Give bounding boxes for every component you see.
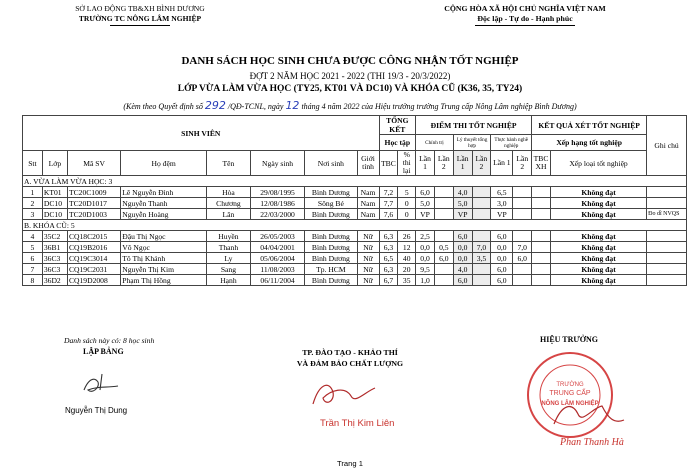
cell-tbcxh [532,209,551,220]
cell-ct2 [434,275,453,286]
cell-ngaysinh: 12/08/1986 [250,198,304,209]
cell-lt1: 5,0 [453,198,472,209]
document-subtitle: ĐỢT 2 NĂM HỌC 2021 - 2022 (THI 19/3 - 20/3/2022) [249,71,451,81]
lap-bang-title: LẬP BẢNG [83,347,124,356]
cell-th1: 3,0 [491,198,513,209]
cell-lt1: 6,0 [453,231,472,242]
cell-ten: Lân [206,209,250,220]
header-sinh-vien: SINH VIÊN [23,116,380,151]
cell-thilai: 5 [398,187,416,198]
cell-masv: TC20D1003 [67,209,120,220]
cell-gioitinh: Nữ [357,264,379,275]
cell-stt: 4 [23,231,43,242]
cell-lt2 [472,198,491,209]
header-tbc-xh: TBC XH [532,151,551,176]
table-row [23,253,687,264]
cell-ghichu [647,275,687,286]
cell-ct1: 5,0 [416,198,435,209]
cell-th2 [513,231,532,242]
cell-noisinh: Tp. HCM [305,264,357,275]
header-thi-lai: % thi lại [398,151,416,176]
cell-tbcxh [532,253,551,264]
cell-lt1: 4,0 [453,187,472,198]
cell-xeploai: Không đạt [550,231,646,242]
svg-text:NÔNG LÂM NGHIỆP: NÔNG LÂM NGHIỆP [541,401,599,407]
cell-masv: CQ19C3014 [67,253,120,264]
cell-ghichu [647,187,687,198]
cell-th1: 0,0 [491,242,513,253]
cell-ghichu [647,264,687,275]
student-table [22,115,687,286]
table-row [23,209,687,220]
cell-th2 [513,198,532,209]
cell-masv: TC20C1009 [67,187,120,198]
cell-th2 [513,264,532,275]
cell-lt1: VP [453,209,472,220]
table-row [23,242,687,253]
header-xep-hang: Xếp hạng tốt nghiệp [532,135,647,151]
decision-line: (Kèm theo Quyết định số 292 /QĐ-TCNL, ngày 12 tháng 4 năm 2022 của Hiệu trưởng trường Trung cấp Nông Lâm nghiệp Bình Dương) [123,99,577,112]
header-lt-lan2: Lần 2 [472,151,491,176]
cell-ten: Sang [206,264,250,275]
cell-tbc: 7,6 [379,209,398,220]
cell-masv: CQ19C2031 [67,264,120,275]
cell-noisinh: Sông Bé [305,198,357,209]
cell-ten: Huyền [206,231,250,242]
cell-ct1: 9,5 [416,264,435,275]
cell-tbcxh [532,198,551,209]
svg-text:TRUNG CẤP: TRUNG CẤP [549,390,591,397]
table-row [23,198,687,209]
cell-lt1: 0,0 [453,253,472,264]
cell-gioitinh: Nam [357,187,379,198]
cell-lop: 36D2 [42,275,67,286]
section-vua-lam-vua-hoc: A. VỪA LÀM VỪA HỌC: 3 [23,176,687,187]
cell-ten: Thanh [206,242,250,253]
cell-th2: 7,0 [513,242,532,253]
cell-thilai: 26 [398,231,416,242]
cell-ten: Hòa [206,187,250,198]
cell-ct1: 2,5 [416,231,435,242]
cell-lop: DC10 [42,198,67,209]
document-title: DANH SÁCH HỌC SINH CHƯA ĐƯỢC CÔNG NHẬN TỐT NGHIỆP [181,55,519,67]
cell-masv: TC20D1017 [67,198,120,209]
cell-ct2 [434,209,453,220]
cell-noisinh: Bình Dương [305,242,357,253]
cell-stt: 8 [23,275,43,286]
cell-tbcxh [532,275,551,286]
cell-noisinh: Bình Dương [305,209,357,220]
cell-xeploai: Không đạt [550,264,646,275]
cell-ngaysinh: 04/04/2001 [250,242,304,253]
cell-hodem: Nguyễn Hoàng [121,209,207,220]
cell-ghichu [647,231,687,242]
header-ngay-sinh: Ngày sinh [250,151,304,176]
cell-gioitinh: Nữ [357,242,379,253]
cell-stt: 1 [23,187,43,198]
cell-noisinh: Bình Dương [305,253,357,264]
cell-lop: 36C3 [42,264,67,275]
cell-thilai: 12 [398,242,416,253]
cell-thilai: 20 [398,264,416,275]
header-xep-loai: Xếp loại tốt nghiệp [550,151,646,176]
cell-lt2 [472,275,491,286]
cell-lop: 36C3 [42,253,67,264]
header-noi-sinh: Nơi sinh [305,151,357,176]
dept-name: Trần Thị Kim Liên [320,418,395,429]
signature-dung [78,368,126,398]
header-ma-sv: Mã SV [67,151,120,176]
cell-tbc: 6,3 [379,242,398,253]
principal-title: HIỆU TRƯỞNG [540,335,599,344]
cell-tbcxh [532,231,551,242]
cell-tbc: 6,3 [379,264,398,275]
header-chinh-tri: Chính trị [416,135,454,151]
cell-ngaysinh: 22/03/2000 [250,209,304,220]
cell-xeploai: Không đạt [550,242,646,253]
cell-th2 [513,275,532,286]
cell-ghichu: Đo dĩ NVQS [647,209,687,220]
cell-ct1: VP [416,209,435,220]
cell-lt2: 3,5 [472,253,491,264]
cell-ct2 [434,187,453,198]
document-classes: LỚP VỪA LÀM VỪA HỌC (TY25, KT01 VÀ DC10) VÀ KHÓA CŨ (K36, 35, TY24) [177,84,523,94]
page-number: Trang 1 [337,459,363,468]
cell-th1: 6,0 [491,264,513,275]
header-ghi-chu: Ghi chú [647,116,687,176]
decision-number: 292 [204,99,226,112]
cell-stt: 6 [23,253,43,264]
cell-ten: Ly [206,253,250,264]
nation-line-2: Độc lập - Tự do - Hạnh phúc [477,14,573,23]
cell-stt: 3 [23,209,43,220]
cell-tbcxh [532,242,551,253]
cell-stt: 2 [23,198,43,209]
cell-xeploai: Không đạt [550,275,646,286]
cell-lt2: 7,0 [472,242,491,253]
header-diem-thi: ĐIỂM THI TỐT NGHIỆP [416,116,532,135]
cell-gioitinh: Nữ [357,275,379,286]
header-ct-lan1: Lần 1 [416,151,435,176]
header-th-lan2: Lần 2 [513,151,532,176]
cell-thilai: 0 [398,209,416,220]
header-gioi-tinh: Giới tính [357,151,379,176]
cell-tbcxh [532,264,551,275]
cell-stt: 7 [23,264,43,275]
header-ho-dem: Họ đệm [121,151,207,176]
cell-hodem: Lê Nguyễn Đình [121,187,207,198]
cell-gioitinh: Nam [357,198,379,209]
header-hoc-tap: Học tập [379,135,416,151]
cell-tbc: 6,7 [379,275,398,286]
cell-ngaysinh: 05/06/2004 [250,253,304,264]
cell-lop: DC10 [42,209,67,220]
cell-noisinh: Bình Dương [305,231,357,242]
cell-tbcxh [532,187,551,198]
header-tong-ket: TỔNG KẾT [379,116,416,135]
cell-thilai: 0 [398,198,416,209]
nation-line-1: CỘNG HÒA XÃ HỘI CHỦ NGHĨA VIỆT NAM [444,4,606,13]
table-row [23,187,687,198]
cell-hodem: Nguyễn Thanh [121,198,207,209]
cell-ghichu [647,253,687,264]
cell-th1: 6,0 [491,231,513,242]
cell-hodem: Tô Thị Khánh [121,253,207,264]
cell-ngaysinh: 29/08/1995 [250,187,304,198]
cell-masv: CQ18C2015 [67,231,120,242]
cell-ten: Chương [206,198,250,209]
header-ly-thuyet: Lý thuyết tổng hợp [453,135,491,151]
header-tbc: TBC [379,151,398,176]
table-row [23,264,687,275]
cell-gioitinh: Nữ [357,253,379,264]
cell-ten: Hạnh [206,275,250,286]
cell-ct1: 0,0 [416,253,435,264]
signature-principal [548,398,628,434]
cell-tbc: 6,5 [379,253,398,264]
cell-ct1: 1,0 [416,275,435,286]
org-line-1: SỞ LAO ĐỘNG TB&XH BÌNH DƯƠNG [75,4,205,13]
cell-stt: 5 [23,242,43,253]
cell-lt2 [472,209,491,220]
signature-lien [305,374,385,414]
principal-name: Phan Thanh Hà [560,437,624,448]
cell-gioitinh: Nữ [357,231,379,242]
table-row [23,275,687,286]
cell-ngaysinh: 06/11/2004 [250,275,304,286]
cell-ct1: 0,0 [416,242,435,253]
cell-xeploai: Không đạt [550,209,646,220]
lap-bang-name: Nguyễn Thị Dung [65,406,128,415]
cell-masv: CQ19D2008 [67,275,120,286]
cell-tbc: 7,7 [379,198,398,209]
cell-lt1: 0,0 [453,242,472,253]
cell-ct2: 6,0 [434,253,453,264]
cell-hodem: Đậu Thị Ngọc [121,231,207,242]
cell-gioitinh: Nam [357,209,379,220]
org-header [40,4,240,26]
cell-ct1: 6,0 [416,187,435,198]
cell-xeploai: Không đạt [550,253,646,264]
cell-ct2 [434,231,453,242]
header-ct-lan2: Lần 2 [434,151,453,176]
cell-th1: VP [491,209,513,220]
cell-lop: 35C2 [42,231,67,242]
cell-lt2 [472,264,491,275]
header-lop: Lớp [42,151,67,176]
cell-tbc: 6,3 [379,231,398,242]
cell-th1: 6,5 [491,187,513,198]
cell-lt2 [472,231,491,242]
dept-title: TP. ĐÀO TẠO - KHẢO THÍ VÀ ĐẢM BẢO CHẤT LƯỢNG [296,348,404,368]
cell-noisinh: Bình Dương [305,275,357,286]
cell-lop: KT01 [42,187,67,198]
cell-ghichu [647,198,687,209]
cell-th2: 6,0 [513,253,532,264]
cell-noisinh: Bình Dương [305,187,357,198]
cell-ngaysinh: 26/05/2003 [250,231,304,242]
cell-lt1: 4,0 [453,264,472,275]
decision-day: 12 [285,99,300,112]
cell-th1: 6,0 [491,275,513,286]
cell-lt1: 6,0 [453,275,472,286]
section-khoa-cu: B. KHÓA CŨ: 5 [23,220,687,231]
cell-lt2 [472,187,491,198]
cell-ghichu [647,242,687,253]
header-stt: Stt [23,151,43,176]
header-th-lan1: Lần 1 [491,151,513,176]
cell-th2 [513,209,532,220]
cell-th1: 0,0 [491,253,513,264]
cell-tbc: 7,2 [379,187,398,198]
cell-hodem: Phạm Thị Hồng [121,275,207,286]
svg-text:TRƯỜNG: TRƯỜNG [556,382,584,388]
cell-xeploai: Không đạt [550,198,646,209]
header-lt-lan1: Lần 1 [453,151,472,176]
cell-ct2 [434,264,453,275]
org-line-2: TRƯỜNG TC NÔNG LÂM NGHIỆP [78,14,202,23]
cell-xeploai: Không đạt [550,187,646,198]
cell-th2 [513,187,532,198]
header-ten: Tên [206,151,250,176]
cell-ct2 [434,198,453,209]
cell-hodem: Võ Ngọc [121,242,207,253]
cell-thilai: 35 [398,275,416,286]
student-count-note: Danh sách này có: 8 học sinh [64,336,155,345]
cell-ngaysinh: 11/08/2003 [250,264,304,275]
cell-hodem: Nguyễn Thị Kim [121,264,207,275]
header-ket-qua: KẾT QUẢ XÉT TỐT NGHIỆP [532,116,647,135]
cell-thilai: 40 [398,253,416,264]
cell-ct2: 0,5 [434,242,453,253]
nation-header [415,4,635,26]
cell-lop: 36B1 [42,242,67,253]
header-thuc-hanh: Thực hành nghề nghiệp [491,135,532,151]
table-row [23,231,687,242]
cell-masv: CQ19B2016 [67,242,120,253]
